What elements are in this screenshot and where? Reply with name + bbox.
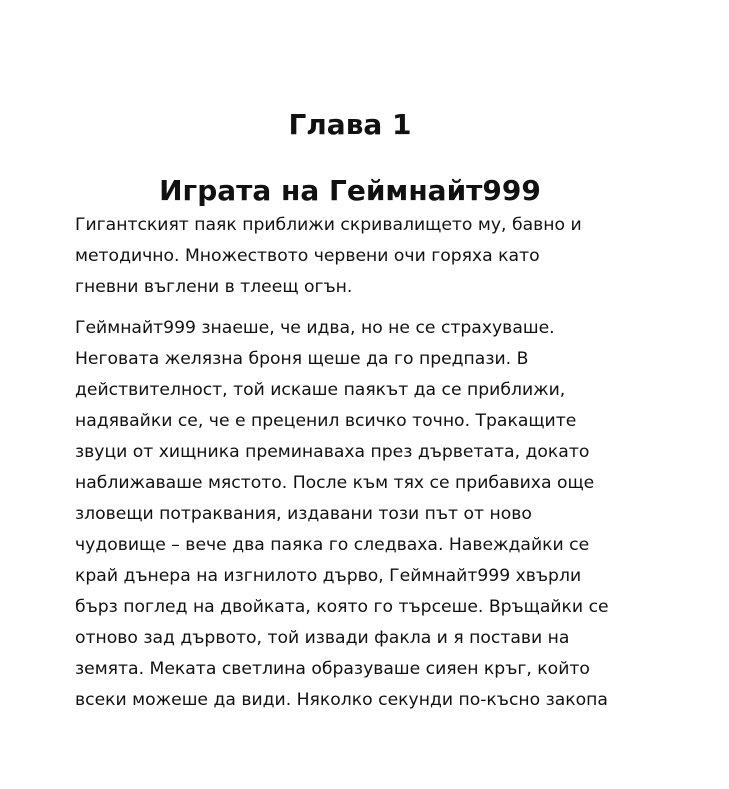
text-line: отново зад дървото, той извади факла и я постави на — [75, 628, 570, 648]
text-line: зловещи потраквания, издавани този път от ново — [75, 504, 532, 524]
chapter-number: Глава 1 — [288, 107, 412, 141]
text-line: бърз поглед на двойката, която го търсеше. Връщайки се — [75, 597, 609, 617]
text-line: звуци от хищника преминаваха през дърветата, докато — [75, 442, 590, 462]
text-line: земята. Меката светлина образуваше сияен кръг, който — [75, 659, 590, 679]
text-line: Гигантският паяк приближи скривалището му, бавно и — [75, 215, 582, 235]
text-line: Неговата желязна броня щеше да го предпази. В — [75, 349, 529, 369]
text-line: край дънера на изгнилото дърво, Геймнайт999 хвърли — [75, 566, 582, 586]
chapter-title: Играта на Геймнайт999 — [159, 174, 541, 208]
chapter-body — [75, 210, 635, 726]
paragraph-1 — [75, 210, 635, 303]
text-line: надявайки се, че е преценил всичко точно. Тракащите — [75, 411, 577, 431]
text-line: Геймнайт999 знаеше, че идва, но не се страхуваше. — [75, 318, 555, 338]
text-line: гневни въглени в тлеещ огън. — [75, 277, 353, 297]
text-line: методично. Множеството червени очи горяха като — [75, 246, 540, 266]
text-line: чудовище – вече два паяка го следваха. Навеждайки се — [75, 535, 590, 555]
text-line: всеки можеше да види. Няколко секунди по-късно закопа — [75, 690, 608, 710]
text-line: действителност, той искаше паякът да се приближи, — [75, 380, 566, 400]
paragraph-2 — [75, 313, 635, 716]
text-line: наближаваше мястото. После към тях се прибавиха още — [75, 473, 595, 493]
